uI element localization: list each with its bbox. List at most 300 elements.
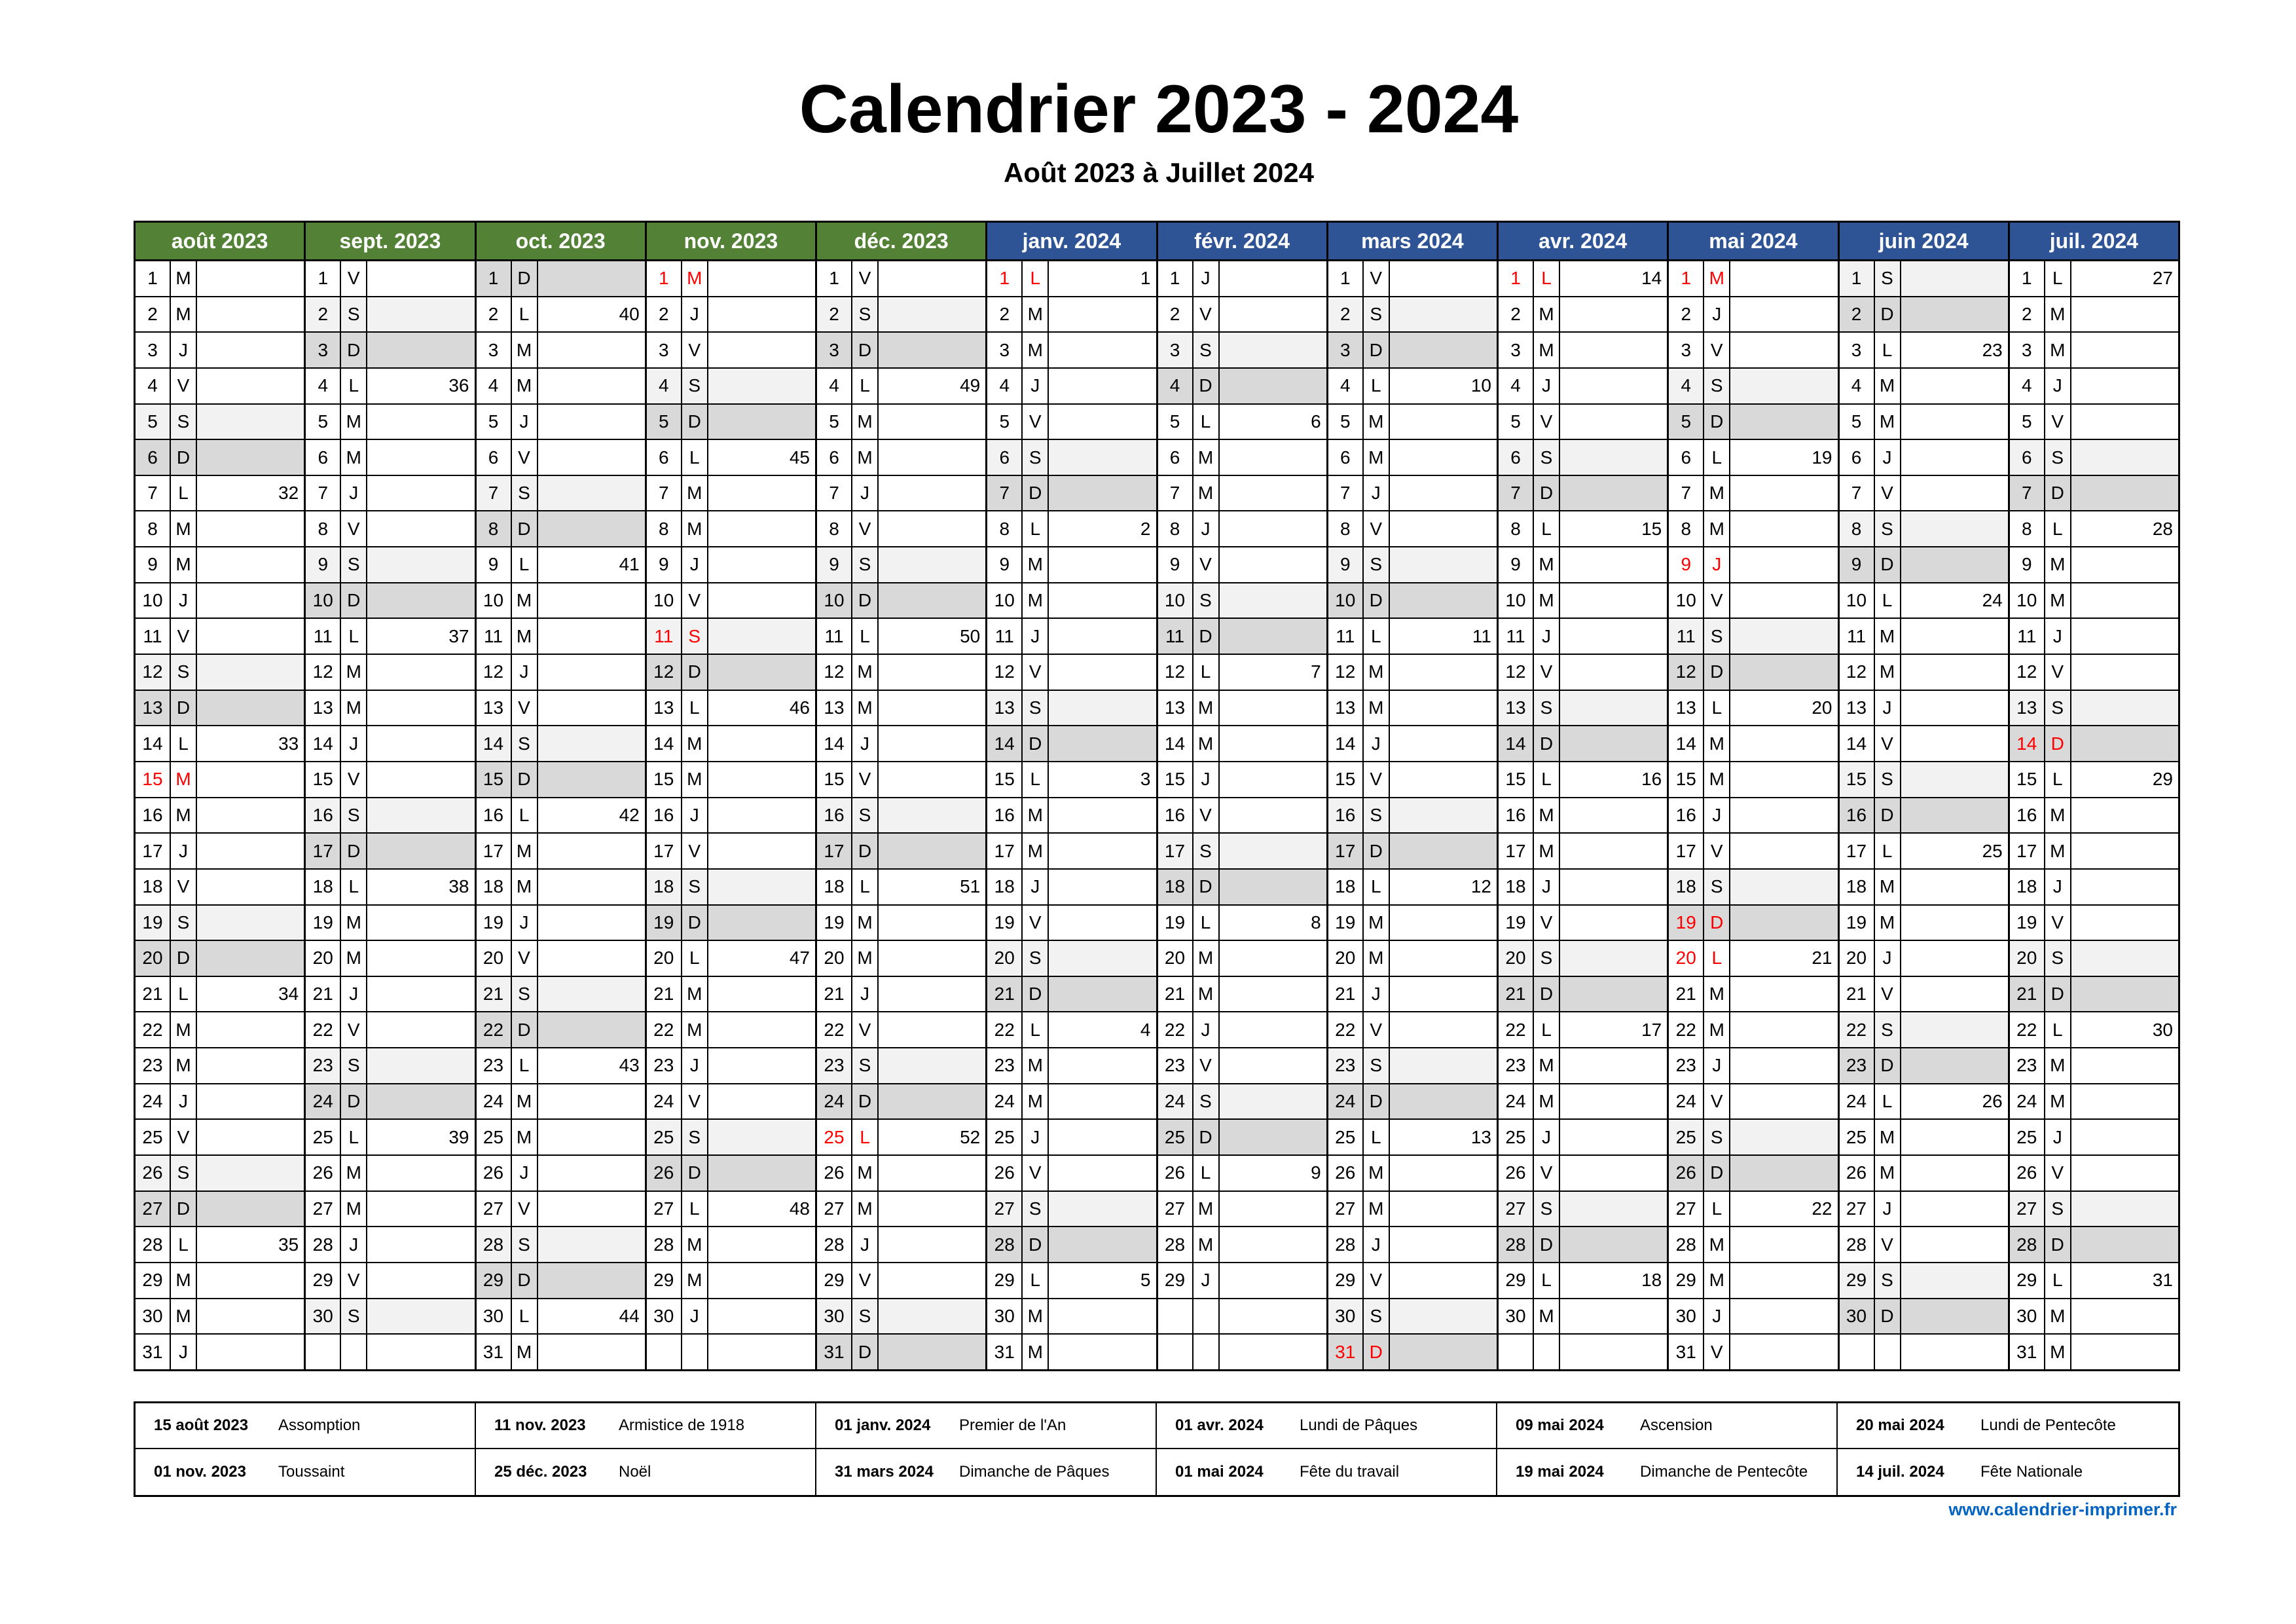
day-row[interactable] bbox=[477, 1012, 645, 1048]
day-row[interactable] bbox=[2010, 547, 2178, 583]
day-row[interactable] bbox=[1499, 941, 1667, 977]
day-row[interactable] bbox=[1499, 583, 1667, 619]
day-row[interactable] bbox=[1158, 798, 1326, 834]
day-row[interactable] bbox=[1669, 655, 1837, 691]
day-row[interactable] bbox=[1328, 691, 1497, 727]
day-row[interactable] bbox=[477, 1192, 645, 1228]
day-row[interactable] bbox=[1840, 941, 2008, 977]
day-row[interactable] bbox=[1840, 476, 2008, 512]
day-row[interactable] bbox=[647, 798, 815, 834]
day-row[interactable] bbox=[136, 1335, 304, 1369]
day-row[interactable] bbox=[2010, 798, 2178, 834]
day-row[interactable] bbox=[2010, 297, 2178, 333]
day-row[interactable] bbox=[306, 1120, 474, 1156]
day-row[interactable] bbox=[1499, 1120, 1667, 1156]
day-row[interactable] bbox=[1328, 333, 1497, 369]
day-row[interactable] bbox=[1499, 369, 1667, 405]
day-row[interactable] bbox=[2010, 440, 2178, 476]
day-row[interactable] bbox=[987, 870, 1156, 906]
day-row[interactable] bbox=[1158, 261, 1326, 297]
day-row[interactable] bbox=[817, 369, 985, 405]
day-row[interactable] bbox=[2010, 762, 2178, 798]
day-row[interactable] bbox=[647, 261, 815, 297]
day-row[interactable] bbox=[1328, 547, 1497, 583]
day-row[interactable] bbox=[477, 405, 645, 441]
day-row[interactable] bbox=[306, 798, 474, 834]
day-row[interactable] bbox=[1328, 440, 1497, 476]
day-row[interactable] bbox=[647, 583, 815, 619]
day-row[interactable] bbox=[136, 1048, 304, 1084]
day-row[interactable] bbox=[817, 547, 985, 583]
day-row[interactable] bbox=[987, 297, 1156, 333]
day-row[interactable] bbox=[136, 1299, 304, 1335]
day-row[interactable] bbox=[306, 1156, 474, 1192]
day-row[interactable] bbox=[817, 511, 985, 547]
day-row[interactable] bbox=[817, 440, 985, 476]
day-row[interactable] bbox=[477, 1335, 645, 1369]
day-row[interactable] bbox=[306, 1048, 474, 1084]
day-row[interactable] bbox=[1669, 1084, 1837, 1120]
day-row[interactable] bbox=[647, 1192, 815, 1228]
day-row[interactable] bbox=[647, 369, 815, 405]
day-row[interactable] bbox=[1669, 834, 1837, 870]
day-row[interactable] bbox=[477, 583, 645, 619]
day-row[interactable] bbox=[987, 1012, 1156, 1048]
day-row[interactable] bbox=[817, 1192, 985, 1228]
day-row[interactable] bbox=[647, 476, 815, 512]
day-row[interactable] bbox=[2010, 583, 2178, 619]
day-row[interactable] bbox=[1669, 1192, 1837, 1228]
day-row[interactable] bbox=[1499, 1084, 1667, 1120]
day-row[interactable] bbox=[817, 297, 985, 333]
day-row[interactable] bbox=[1669, 440, 1837, 476]
day-row[interactable] bbox=[477, 726, 645, 762]
day-row[interactable] bbox=[306, 726, 474, 762]
day-row[interactable] bbox=[647, 297, 815, 333]
day-row[interactable] bbox=[306, 834, 474, 870]
day-row[interactable] bbox=[817, 1084, 985, 1120]
day-row[interactable] bbox=[136, 726, 304, 762]
day-row[interactable] bbox=[1669, 870, 1837, 906]
day-row[interactable] bbox=[1499, 726, 1667, 762]
day-row[interactable] bbox=[817, 691, 985, 727]
day-row[interactable] bbox=[817, 476, 985, 512]
day-row[interactable] bbox=[647, 834, 815, 870]
day-row[interactable] bbox=[647, 1263, 815, 1299]
day-row[interactable] bbox=[136, 297, 304, 333]
day-row[interactable] bbox=[647, 1012, 815, 1048]
day-row[interactable] bbox=[987, 1048, 1156, 1084]
day-row[interactable] bbox=[1499, 1156, 1667, 1192]
day-row[interactable] bbox=[1328, 369, 1497, 405]
day-row[interactable] bbox=[1669, 726, 1837, 762]
day-row[interactable] bbox=[477, 369, 645, 405]
day-row[interactable] bbox=[1840, 726, 2008, 762]
day-row[interactable] bbox=[1669, 977, 1837, 1013]
day-row[interactable] bbox=[1840, 762, 2008, 798]
day-row[interactable] bbox=[1669, 798, 1837, 834]
day-row[interactable] bbox=[1669, 1120, 1837, 1156]
day-row[interactable] bbox=[477, 333, 645, 369]
day-row[interactable] bbox=[1499, 691, 1667, 727]
day-row[interactable] bbox=[1158, 1120, 1326, 1156]
day-row[interactable] bbox=[1158, 870, 1326, 906]
day-row[interactable] bbox=[1499, 261, 1667, 297]
day-row[interactable] bbox=[987, 1227, 1156, 1263]
day-row[interactable] bbox=[1840, 619, 2008, 655]
day-row[interactable] bbox=[1328, 511, 1497, 547]
day-row[interactable] bbox=[2010, 906, 2178, 942]
day-row[interactable] bbox=[477, 1120, 645, 1156]
day-row[interactable] bbox=[1840, 1192, 2008, 1228]
day-row[interactable] bbox=[2010, 1120, 2178, 1156]
day-row[interactable] bbox=[477, 798, 645, 834]
day-row[interactable] bbox=[306, 261, 474, 297]
day-row[interactable] bbox=[1499, 1299, 1667, 1335]
day-row[interactable] bbox=[136, 1084, 304, 1120]
day-row[interactable] bbox=[1499, 977, 1667, 1013]
day-row[interactable] bbox=[136, 547, 304, 583]
day-row[interactable] bbox=[987, 977, 1156, 1013]
day-row[interactable] bbox=[2010, 1048, 2178, 1084]
day-row[interactable] bbox=[817, 726, 985, 762]
day-row[interactable] bbox=[1669, 1012, 1837, 1048]
day-row[interactable] bbox=[1158, 726, 1326, 762]
day-row[interactable] bbox=[1840, 691, 2008, 727]
day-row[interactable] bbox=[647, 691, 815, 727]
day-row[interactable] bbox=[1499, 870, 1667, 906]
day-row[interactable] bbox=[477, 619, 645, 655]
day-row[interactable] bbox=[987, 261, 1156, 297]
day-row[interactable] bbox=[1840, 977, 2008, 1013]
day-row[interactable] bbox=[477, 476, 645, 512]
day-row[interactable] bbox=[1669, 619, 1837, 655]
day-row[interactable] bbox=[1158, 476, 1326, 512]
day-row[interactable] bbox=[987, 369, 1156, 405]
day-row[interactable] bbox=[306, 405, 474, 441]
day-row[interactable] bbox=[1328, 762, 1497, 798]
day-row[interactable] bbox=[2010, 1084, 2178, 1120]
day-row[interactable] bbox=[1499, 762, 1667, 798]
day-row[interactable] bbox=[1328, 297, 1497, 333]
day-row[interactable] bbox=[987, 941, 1156, 977]
day-row[interactable] bbox=[1840, 440, 2008, 476]
day-row[interactable] bbox=[306, 762, 474, 798]
day-row[interactable] bbox=[1328, 1335, 1497, 1369]
day-row[interactable] bbox=[1158, 977, 1326, 1013]
day-row[interactable] bbox=[647, 333, 815, 369]
day-row[interactable] bbox=[987, 798, 1156, 834]
day-row[interactable] bbox=[306, 1263, 474, 1299]
day-row[interactable] bbox=[647, 1227, 815, 1263]
day-row[interactable] bbox=[2010, 691, 2178, 727]
day-row[interactable] bbox=[1840, 369, 2008, 405]
day-row[interactable] bbox=[136, 941, 304, 977]
day-row[interactable] bbox=[987, 834, 1156, 870]
day-row[interactable] bbox=[2010, 1263, 2178, 1299]
day-row[interactable] bbox=[817, 941, 985, 977]
day-row[interactable] bbox=[1840, 511, 2008, 547]
day-row[interactable] bbox=[1840, 583, 2008, 619]
day-row[interactable] bbox=[306, 1084, 474, 1120]
day-row[interactable] bbox=[1328, 405, 1497, 441]
day-row[interactable] bbox=[1158, 1192, 1326, 1228]
day-row[interactable] bbox=[647, 1299, 815, 1335]
day-row[interactable] bbox=[1669, 941, 1837, 977]
day-row[interactable] bbox=[1499, 798, 1667, 834]
day-row[interactable] bbox=[306, 1192, 474, 1228]
day-row[interactable] bbox=[1328, 655, 1497, 691]
day-row[interactable] bbox=[987, 691, 1156, 727]
day-row[interactable] bbox=[136, 655, 304, 691]
day-row[interactable] bbox=[136, 476, 304, 512]
day-row[interactable] bbox=[136, 333, 304, 369]
day-row[interactable] bbox=[477, 1227, 645, 1263]
day-row[interactable] bbox=[647, 906, 815, 942]
day-row[interactable] bbox=[1669, 476, 1837, 512]
day-row[interactable] bbox=[1328, 726, 1497, 762]
day-row[interactable] bbox=[1328, 1048, 1497, 1084]
day-row[interactable] bbox=[136, 1227, 304, 1263]
day-row[interactable] bbox=[1499, 547, 1667, 583]
day-row[interactable] bbox=[1328, 1299, 1497, 1335]
day-row[interactable] bbox=[1328, 1012, 1497, 1048]
day-row[interactable] bbox=[136, 1012, 304, 1048]
day-row[interactable] bbox=[987, 1335, 1156, 1369]
day-row[interactable] bbox=[306, 476, 474, 512]
day-row[interactable] bbox=[647, 1156, 815, 1192]
day-row[interactable] bbox=[1840, 1263, 2008, 1299]
day-row[interactable] bbox=[477, 834, 645, 870]
day-row[interactable] bbox=[1328, 1120, 1497, 1156]
day-row[interactable] bbox=[1840, 798, 2008, 834]
day-row[interactable] bbox=[2010, 1227, 2178, 1263]
day-row[interactable] bbox=[1328, 798, 1497, 834]
day-row[interactable] bbox=[1669, 511, 1837, 547]
day-row[interactable] bbox=[1158, 1012, 1326, 1048]
day-row[interactable] bbox=[1840, 405, 2008, 441]
day-row[interactable] bbox=[1158, 619, 1326, 655]
day-row[interactable] bbox=[306, 333, 474, 369]
day-row[interactable] bbox=[477, 511, 645, 547]
day-row[interactable] bbox=[817, 1335, 985, 1369]
day-row[interactable] bbox=[136, 834, 304, 870]
day-row[interactable] bbox=[1158, 511, 1326, 547]
day-row[interactable] bbox=[817, 1048, 985, 1084]
day-row[interactable] bbox=[477, 297, 645, 333]
day-row[interactable] bbox=[477, 1299, 645, 1335]
day-row[interactable] bbox=[306, 511, 474, 547]
day-row[interactable] bbox=[987, 906, 1156, 942]
day-row[interactable] bbox=[136, 870, 304, 906]
day-row[interactable] bbox=[1499, 333, 1667, 369]
day-row[interactable] bbox=[2010, 726, 2178, 762]
day-row[interactable] bbox=[1328, 834, 1497, 870]
day-row[interactable] bbox=[1840, 1120, 2008, 1156]
day-row[interactable] bbox=[306, 870, 474, 906]
day-row[interactable] bbox=[1840, 1299, 2008, 1335]
day-row[interactable] bbox=[817, 619, 985, 655]
day-row[interactable] bbox=[1669, 583, 1837, 619]
day-row[interactable] bbox=[987, 762, 1156, 798]
day-row[interactable] bbox=[136, 1263, 304, 1299]
day-row[interactable] bbox=[1669, 1227, 1837, 1263]
day-row[interactable] bbox=[1840, 1048, 2008, 1084]
day-row[interactable] bbox=[2010, 333, 2178, 369]
day-row[interactable] bbox=[1499, 1263, 1667, 1299]
day-row[interactable] bbox=[1669, 369, 1837, 405]
day-row[interactable] bbox=[1840, 547, 2008, 583]
day-row[interactable] bbox=[477, 906, 645, 942]
day-row[interactable] bbox=[987, 440, 1156, 476]
day-row[interactable] bbox=[136, 906, 304, 942]
day-row[interactable] bbox=[987, 547, 1156, 583]
day-row[interactable] bbox=[1840, 297, 2008, 333]
day-row[interactable] bbox=[1499, 476, 1667, 512]
day-row[interactable] bbox=[306, 1227, 474, 1263]
day-row[interactable] bbox=[987, 1263, 1156, 1299]
day-row[interactable] bbox=[647, 941, 815, 977]
day-row[interactable] bbox=[1499, 619, 1667, 655]
day-row[interactable] bbox=[817, 977, 985, 1013]
day-row[interactable] bbox=[136, 691, 304, 727]
day-row[interactable] bbox=[1499, 1227, 1667, 1263]
day-row[interactable] bbox=[136, 798, 304, 834]
day-row[interactable] bbox=[1158, 655, 1326, 691]
day-row[interactable] bbox=[2010, 655, 2178, 691]
day-row[interactable] bbox=[647, 405, 815, 441]
day-row[interactable] bbox=[2010, 369, 2178, 405]
day-row[interactable] bbox=[1669, 333, 1837, 369]
day-row[interactable] bbox=[1840, 1156, 2008, 1192]
day-row[interactable] bbox=[1499, 1192, 1667, 1228]
day-row[interactable] bbox=[2010, 1192, 2178, 1228]
day-row[interactable] bbox=[1669, 261, 1837, 297]
day-row[interactable] bbox=[1158, 941, 1326, 977]
day-row[interactable] bbox=[306, 440, 474, 476]
day-row[interactable] bbox=[1669, 762, 1837, 798]
day-row[interactable] bbox=[647, 440, 815, 476]
day-row[interactable] bbox=[2010, 870, 2178, 906]
day-row[interactable] bbox=[647, 511, 815, 547]
day-row[interactable] bbox=[647, 1048, 815, 1084]
day-row[interactable] bbox=[306, 941, 474, 977]
day-row[interactable] bbox=[2010, 1012, 2178, 1048]
day-row[interactable] bbox=[136, 762, 304, 798]
day-row[interactable] bbox=[477, 261, 645, 297]
day-row[interactable] bbox=[1158, 906, 1326, 942]
day-row[interactable] bbox=[817, 583, 985, 619]
day-row[interactable] bbox=[1669, 1263, 1837, 1299]
day-row[interactable] bbox=[817, 655, 985, 691]
day-row[interactable] bbox=[1328, 476, 1497, 512]
day-row[interactable] bbox=[817, 798, 985, 834]
day-row[interactable] bbox=[1158, 1263, 1326, 1299]
day-row[interactable] bbox=[1158, 1227, 1326, 1263]
day-row[interactable] bbox=[987, 583, 1156, 619]
day-row[interactable] bbox=[817, 1012, 985, 1048]
day-row[interactable] bbox=[1328, 261, 1497, 297]
day-row[interactable] bbox=[306, 1012, 474, 1048]
day-row[interactable] bbox=[477, 440, 645, 476]
day-row[interactable] bbox=[987, 405, 1156, 441]
day-row[interactable] bbox=[1499, 297, 1667, 333]
day-row[interactable] bbox=[477, 1084, 645, 1120]
day-row[interactable] bbox=[647, 977, 815, 1013]
day-row[interactable] bbox=[987, 1120, 1156, 1156]
day-row[interactable] bbox=[1158, 333, 1326, 369]
day-row[interactable] bbox=[817, 1299, 985, 1335]
day-row[interactable] bbox=[136, 1156, 304, 1192]
day-row[interactable] bbox=[477, 655, 645, 691]
day-row[interactable] bbox=[817, 1120, 985, 1156]
day-row[interactable] bbox=[306, 369, 474, 405]
day-row[interactable] bbox=[2010, 511, 2178, 547]
day-row[interactable] bbox=[987, 1192, 1156, 1228]
day-row[interactable] bbox=[477, 1156, 645, 1192]
day-row[interactable] bbox=[1158, 834, 1326, 870]
day-row[interactable] bbox=[1499, 405, 1667, 441]
day-row[interactable] bbox=[1840, 1084, 2008, 1120]
day-row[interactable] bbox=[477, 691, 645, 727]
day-row[interactable] bbox=[2010, 476, 2178, 512]
day-row[interactable] bbox=[136, 261, 304, 297]
day-row[interactable] bbox=[987, 726, 1156, 762]
day-row[interactable] bbox=[1328, 941, 1497, 977]
day-row[interactable] bbox=[1158, 369, 1326, 405]
day-row[interactable] bbox=[2010, 941, 2178, 977]
day-row[interactable] bbox=[647, 762, 815, 798]
day-row[interactable] bbox=[1158, 547, 1326, 583]
day-row[interactable] bbox=[987, 1299, 1156, 1335]
day-row[interactable] bbox=[306, 583, 474, 619]
day-row[interactable] bbox=[1669, 1048, 1837, 1084]
day-row[interactable] bbox=[2010, 1156, 2178, 1192]
day-row[interactable] bbox=[136, 583, 304, 619]
day-row[interactable] bbox=[2010, 261, 2178, 297]
day-row[interactable] bbox=[136, 977, 304, 1013]
day-row[interactable] bbox=[817, 906, 985, 942]
day-row[interactable] bbox=[1669, 547, 1837, 583]
day-row[interactable] bbox=[1499, 511, 1667, 547]
day-row[interactable] bbox=[1669, 297, 1837, 333]
day-row[interactable] bbox=[306, 547, 474, 583]
day-row[interactable] bbox=[2010, 834, 2178, 870]
day-row[interactable] bbox=[1158, 405, 1326, 441]
day-row[interactable] bbox=[1669, 1299, 1837, 1335]
day-row[interactable] bbox=[306, 1299, 474, 1335]
day-row[interactable] bbox=[477, 1263, 645, 1299]
day-row[interactable] bbox=[306, 619, 474, 655]
website-link[interactable]: www.calendrier-imprimer.fr bbox=[1948, 1500, 2177, 1519]
day-row[interactable] bbox=[1328, 1156, 1497, 1192]
day-row[interactable] bbox=[306, 906, 474, 942]
day-row[interactable] bbox=[1158, 297, 1326, 333]
day-row[interactable] bbox=[647, 870, 815, 906]
day-row[interactable] bbox=[136, 1120, 304, 1156]
day-row[interactable] bbox=[817, 261, 985, 297]
day-row[interactable] bbox=[2010, 977, 2178, 1013]
day-row[interactable] bbox=[1840, 1227, 2008, 1263]
day-row[interactable] bbox=[477, 977, 645, 1013]
day-row[interactable] bbox=[1328, 1192, 1497, 1228]
day-row[interactable] bbox=[136, 405, 304, 441]
day-row[interactable] bbox=[647, 619, 815, 655]
day-row[interactable] bbox=[1840, 333, 2008, 369]
day-row[interactable] bbox=[306, 977, 474, 1013]
day-row[interactable] bbox=[477, 1048, 645, 1084]
day-row[interactable] bbox=[2010, 405, 2178, 441]
